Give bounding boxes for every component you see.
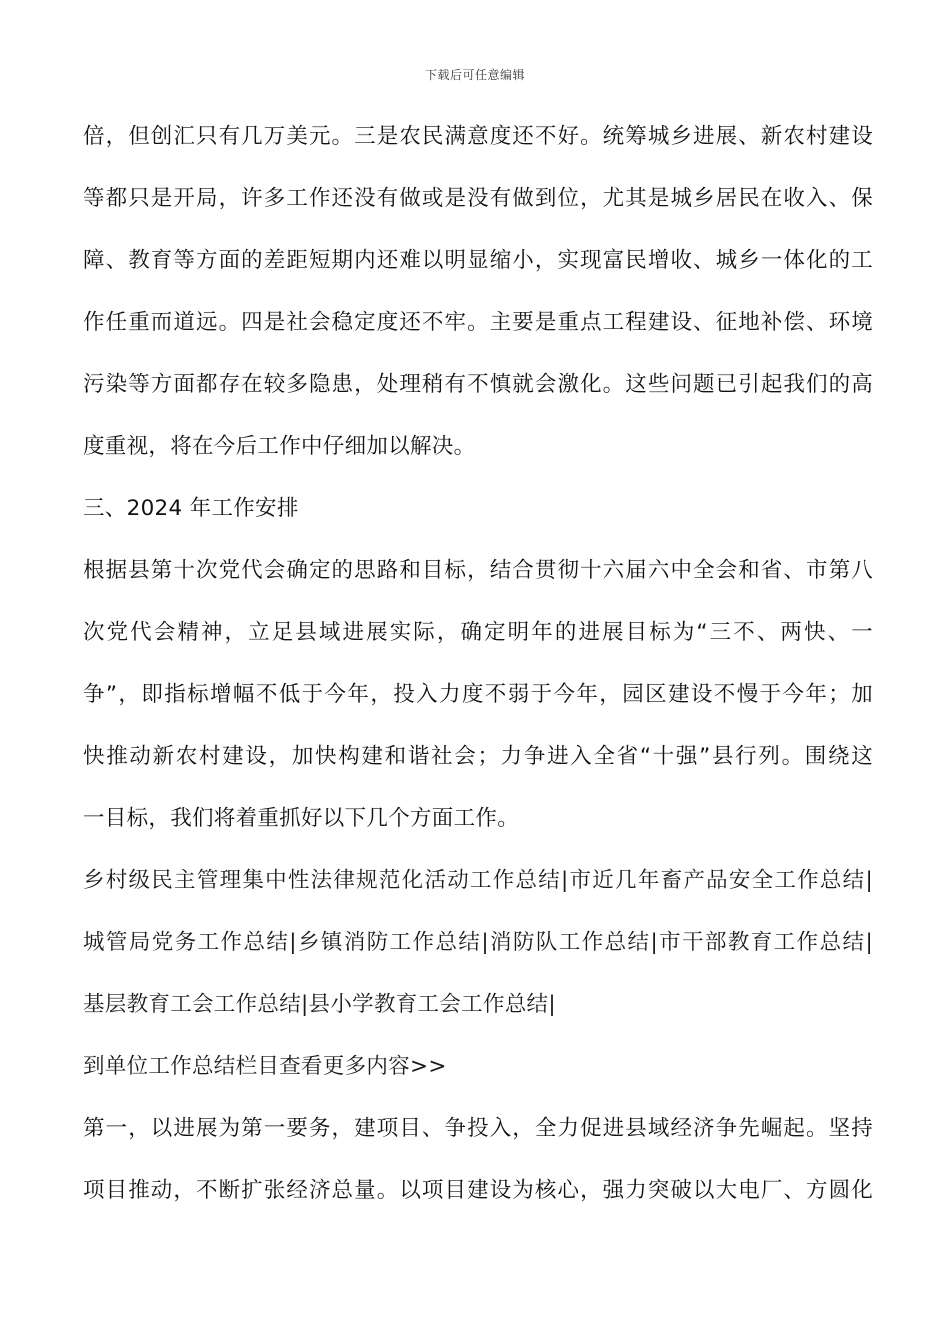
text-line: 争”，即指标增幅不低于今年，投入力度不弱于今年，园区建设不慢于今年；加 (83, 682, 873, 707)
text-line: 项目推动，不断扩张经济总量。以项目建设为核心，强力突破以大电厂、方圆化 (83, 1178, 873, 1203)
page-header: 下载后可任意编辑 (424, 68, 525, 82)
text-line: 一目标，我们将着重抓好以下几个方面工作。 (83, 806, 520, 831)
text-line: 度重视，将在今后工作中仔细加以解决。 (83, 434, 476, 459)
text-line: 次党代会精神，立足县域进展实际，确定明年的进展目标为“三不、两快、一 (83, 620, 873, 645)
related-links-line[interactable]: 乡村级民主管理集中性法律规范化活动工作总结|市近几年畜产品安全工作总结| (83, 868, 873, 893)
section-heading: 三、2024 年工作安排 (83, 496, 299, 521)
more-content-link[interactable]: 到单位工作总结栏目查看更多内容>> (83, 1054, 447, 1079)
related-links-line[interactable]: 基层教育工会工作总结|县小学教育工会工作总结| (83, 992, 556, 1017)
text-line: 作任重而道远。四是社会稳定度还不牢。主要是重点工程建设、征地补偿、环境 (83, 310, 873, 335)
document-body (83, 117, 873, 1233)
text-line: 第一，以进展为第一要务，建项目、争投入，全力促进县域经济争先崛起。坚持 (83, 1116, 873, 1141)
text-line: 障、教育等方面的差距短期内还难以明显缩小，实现富民增收、城乡一体化的工 (83, 248, 873, 273)
related-links-line[interactable]: 城管局党务工作总结|乡镇消防工作总结|消防队工作总结|市干部教育工作总结| (83, 930, 873, 955)
text-line: 根据县第十次党代会确定的思路和目标，结合贯彻十六届六中全会和省、市第八 (83, 558, 873, 583)
text-line: 快推动新农村建设，加快构建和谐社会；力争进入全省“十强”县行列。围绕这 (83, 744, 873, 769)
text-line: 倍，但创汇只有几万美元。三是农民满意度还不好。统筹城乡进展、新农村建设 (83, 124, 873, 149)
text-line: 污染等方面都存在较多隐患，处理稍有不慎就会激化。这些问题已引起我们的高 (83, 372, 873, 397)
text-line: 等都只是开局，许多工作还没有做或是没有做到位，尤其是城乡居民在收入、保 (83, 186, 873, 211)
